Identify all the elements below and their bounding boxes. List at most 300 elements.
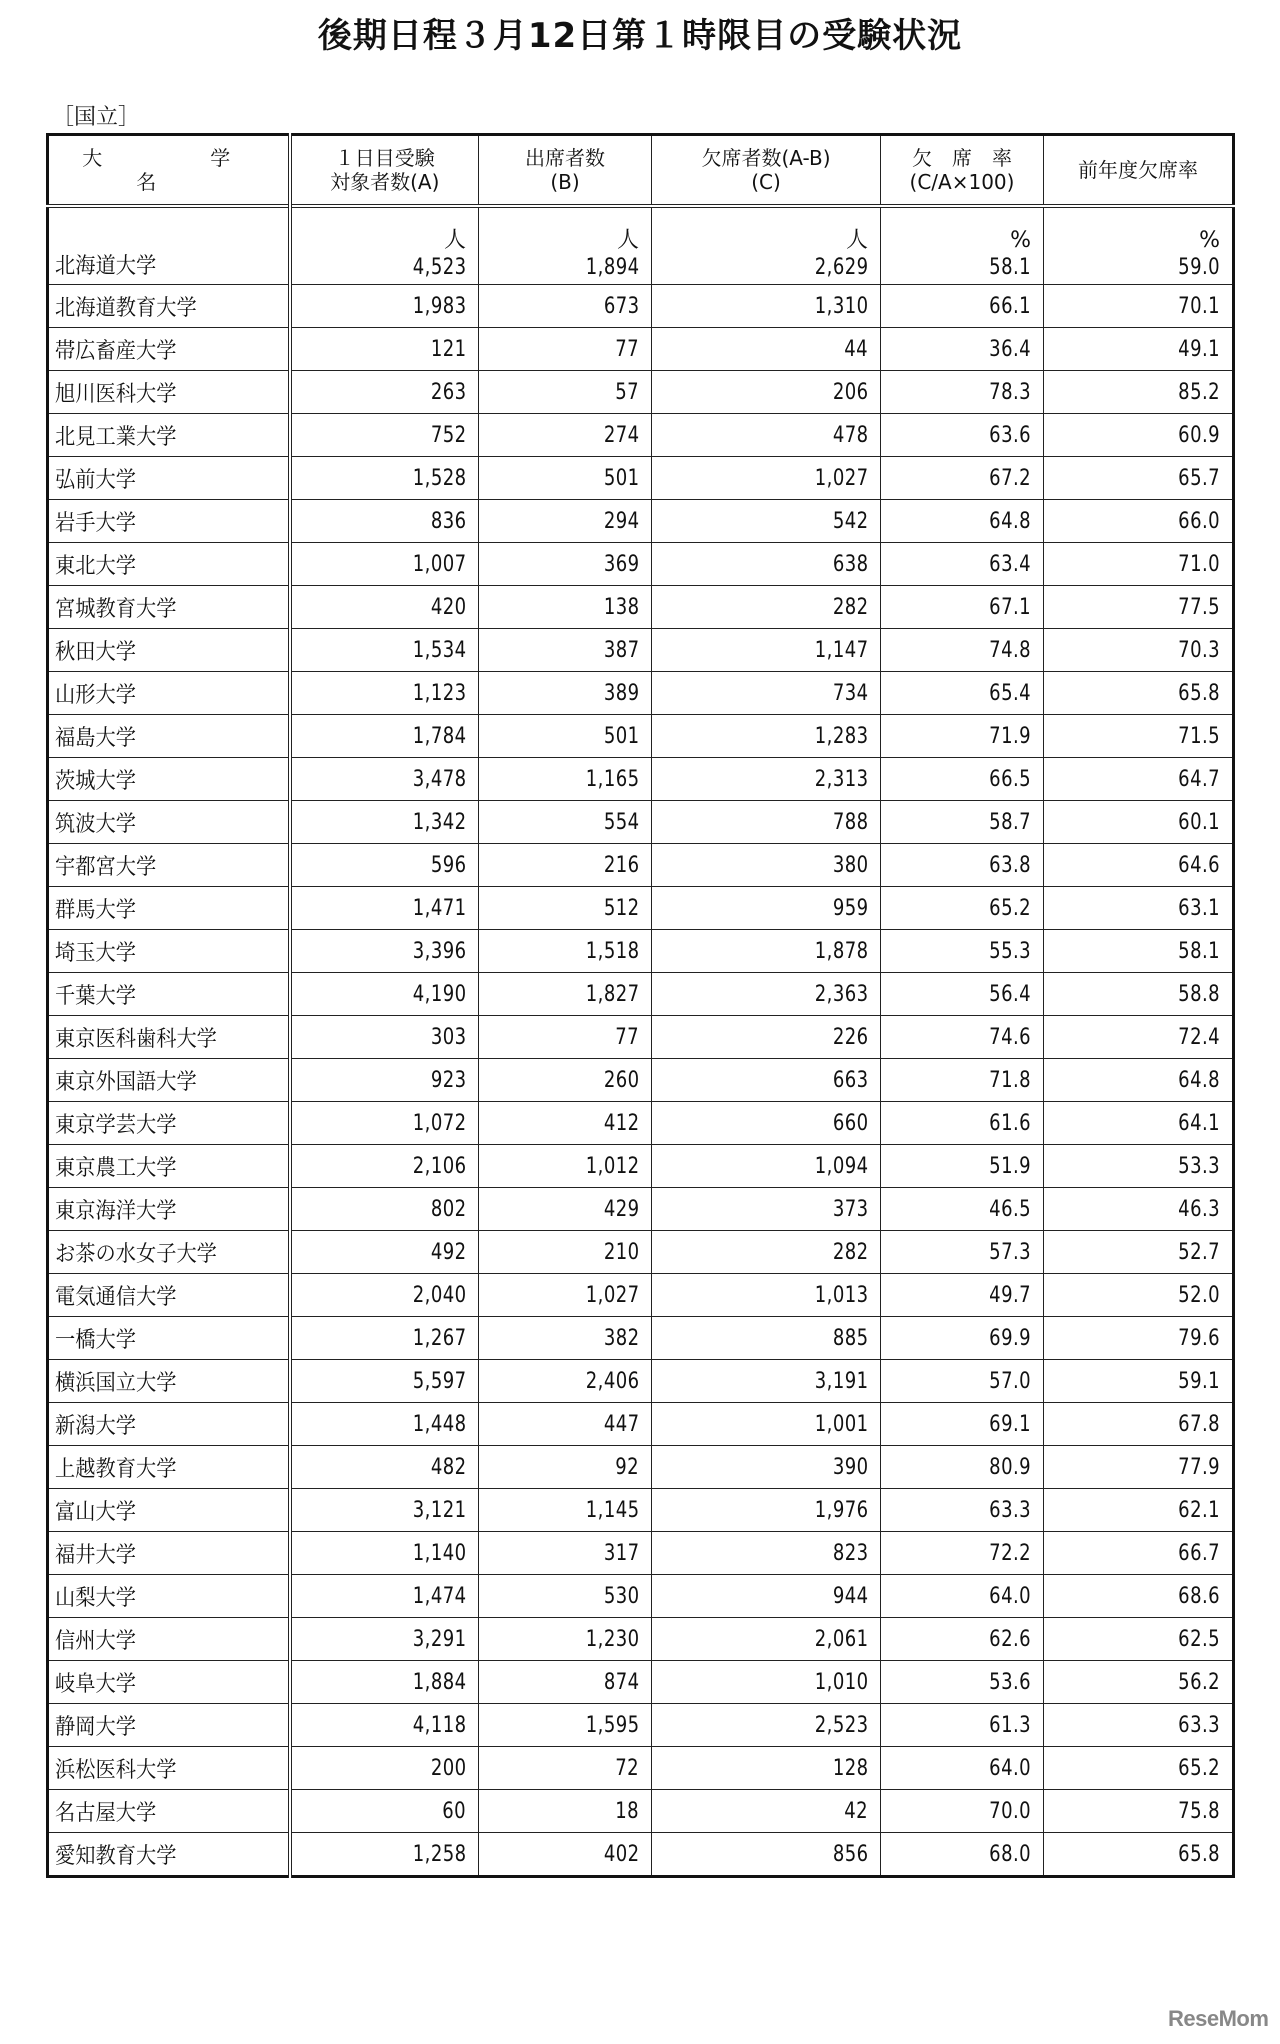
cell-target-count [290,206,479,285]
cell-value: 63.6 [989,422,1031,448]
cell-target-count [290,1489,479,1532]
cell-value: 52.7 [1178,1239,1220,1265]
cell-value: 85.2 [1178,379,1220,405]
header-target-count: １日目受験 対象者数(A) [290,135,479,207]
cell-name [48,801,290,844]
cell-value: 75.8 [1178,1798,1220,1824]
cell-value: 369 [603,551,639,577]
cell-attendees [479,1833,652,1877]
cell-value: 62.1 [1178,1497,1220,1523]
cell-absentees [652,1833,881,1877]
table-row [48,457,1234,500]
cell-absence-rate [881,586,1044,629]
cell-value: 216 [603,852,639,878]
cell-value: 260 [603,1067,639,1093]
cell-value: 61.3 [989,1712,1031,1738]
cell-absentees [652,1231,881,1274]
exam-status-table [46,133,1235,1878]
cell-target-count [290,1833,479,1877]
table-row [48,1704,1234,1747]
cell-absentees [652,1016,881,1059]
cell-target-count [290,1016,479,1059]
cell-value: 63.8 [989,852,1031,878]
unit-label: % [1010,228,1031,253]
cell-value: 57 [615,379,639,405]
cell-target-count [290,285,479,328]
table-body [48,206,1234,1877]
cell-absence-rate [881,1489,1044,1532]
cell-absentees [652,930,881,973]
cell-value: 77 [615,1024,639,1050]
cell-name [48,586,290,629]
cell-prev-year-rate [1044,1833,1234,1877]
cell-attendees [479,285,652,328]
table-row [48,801,1234,844]
table-row [48,715,1234,758]
cell-value: 387 [603,637,639,663]
cell-attendees [479,1188,652,1231]
cell-absentees [652,1489,881,1532]
university-name: 宇都宮大学 [55,854,157,880]
cell-value: 55.3 [989,938,1031,964]
cell-absentees [652,1618,881,1661]
cell-value: 530 [603,1583,639,1609]
cell-target-count [290,1102,479,1145]
cell-prev-year-rate [1044,206,1234,285]
cell-value: 63.3 [1178,1712,1220,1738]
cell-absence-rate [881,1661,1044,1704]
cell-value: 46.5 [989,1196,1031,1222]
university-name: 浜松医科大学 [55,1757,177,1783]
cell-target-count [290,887,479,930]
cell-value: 65.8 [1178,1841,1220,1867]
table-row [48,844,1234,887]
university-name: 電気通信大学 [55,1284,177,1310]
header-absentees: 欠席者数(A-B) (C) [652,135,881,207]
cell-value: 80.9 [989,1454,1031,1480]
cell-value: 412 [603,1110,639,1136]
cell-absentees [652,500,881,543]
cell-prev-year-rate [1044,758,1234,801]
cell-prev-year-rate [1044,672,1234,715]
cell-absentees [652,844,881,887]
cell-value: 42 [844,1798,868,1824]
cell-name [48,1274,290,1317]
cell-value: 60.1 [1178,809,1220,835]
university-name: 静岡大学 [55,1714,136,1740]
cell-absentees [652,1446,881,1489]
cell-name [48,629,290,672]
cell-value: 206 [832,379,868,405]
cell-value: 62.6 [989,1626,1031,1652]
cell-attendees [479,973,652,1016]
header-attendees: 出席者数 (B) [479,135,652,207]
cell-value: 885 [832,1325,868,1351]
cell-absentees [652,758,881,801]
cell-attendees [479,1661,652,1704]
cell-value: 46.3 [1178,1196,1220,1222]
unit-label: 人 [845,228,868,253]
cell-prev-year-rate [1044,1102,1234,1145]
cell-name [48,1618,290,1661]
cell-value: 63.3 [989,1497,1031,1523]
cell-value: 2,040 [412,1282,466,1308]
cell-absentees [652,1102,881,1145]
cell-name [48,1102,290,1145]
cell-attendees [479,1145,652,1188]
cell-absence-rate [881,457,1044,500]
cell-value: 1,283 [814,723,868,749]
cell-target-count [290,543,479,586]
cell-value: 56.2 [1178,1669,1220,1695]
cell-absence-rate [881,1704,1044,1747]
cell-absence-rate [881,758,1044,801]
cell-name [48,1145,290,1188]
header-absence-rate: 欠 席 率 (C/A×100) [881,135,1044,207]
cell-value: 4,523 [412,255,466,280]
cell-value: 2,523 [814,1712,868,1738]
cell-value: 66.1 [989,293,1031,319]
cell-target-count [290,1231,479,1274]
cell-name [48,1360,290,1403]
cell-value: 2,629 [814,255,868,280]
cell-absence-rate [881,973,1044,1016]
cell-value: 65.2 [989,895,1031,921]
cell-prev-year-rate [1044,1360,1234,1403]
cell-value: 71.9 [989,723,1031,749]
cell-target-count [290,1274,479,1317]
cell-absentees [652,206,881,285]
cell-value: 3,191 [814,1368,868,1394]
cell-value: 44 [844,336,868,362]
cell-absentees [652,1403,881,1446]
cell-value: 1,165 [585,766,639,792]
cell-value: 70.1 [1178,293,1220,319]
university-name: 北海道大学 [55,254,157,279]
cell-value: 263 [430,379,466,405]
university-name: 岩手大学 [55,510,136,536]
cell-absence-rate [881,801,1044,844]
cell-value: 78.3 [989,379,1031,405]
cell-name [48,1833,290,1877]
cell-value: 1,027 [585,1282,639,1308]
cell-target-count [290,1618,479,1661]
cell-value: 77.9 [1178,1454,1220,1480]
university-name: 秋田大学 [55,639,136,665]
university-name: 横浜国立大学 [55,1370,177,1396]
cell-target-count [290,414,479,457]
university-name: 山梨大学 [55,1585,136,1611]
cell-absentees [652,629,881,672]
cell-absence-rate [881,1102,1044,1145]
cell-value: 68.6 [1178,1583,1220,1609]
cell-absence-rate [881,1833,1044,1877]
cell-attendees [479,887,652,930]
cell-value: 959 [832,895,868,921]
cell-value: 60.9 [1178,422,1220,448]
cell-prev-year-rate [1044,1274,1234,1317]
cell-value: 282 [832,1239,868,1265]
cell-value: 788 [832,809,868,835]
cell-absence-rate [881,371,1044,414]
cell-attendees [479,1790,652,1833]
table-row [48,1532,1234,1575]
cell-value: 70.0 [989,1798,1031,1824]
cell-absence-rate [881,1532,1044,1575]
cell-attendees [479,629,652,672]
cell-absentees [652,1317,881,1360]
cell-value: 58.7 [989,809,1031,835]
cell-value: 294 [603,508,639,534]
cell-value: 1,258 [412,1841,466,1867]
cell-value: 1,267 [412,1325,466,1351]
page-title: 後期日程３月12日第１時限目の受験状況 [317,16,963,56]
cell-prev-year-rate [1044,1059,1234,1102]
cell-name [48,1059,290,1102]
cell-absentees [652,457,881,500]
cell-absence-rate [881,1360,1044,1403]
cell-value: 482 [430,1454,466,1480]
cell-prev-year-rate [1044,457,1234,500]
cell-value: 1,342 [412,809,466,835]
cell-value: 71.0 [1178,551,1220,577]
cell-value: 5,597 [412,1368,466,1394]
cell-value: 492 [430,1239,466,1265]
cell-absence-rate [881,1747,1044,1790]
cell-attendees [479,1747,652,1790]
cell-value: 59.0 [1178,255,1220,280]
cell-absence-rate [881,1403,1044,1446]
cell-attendees [479,1704,652,1747]
cell-absence-rate [881,1016,1044,1059]
university-name: 愛知教育大学 [55,1843,177,1869]
cell-target-count [290,973,479,1016]
cell-value: 65.8 [1178,680,1220,706]
cell-name [48,887,290,930]
cell-absence-rate [881,1188,1044,1231]
cell-prev-year-rate [1044,1016,1234,1059]
cell-value: 874 [603,1669,639,1695]
cell-target-count [290,629,479,672]
cell-value: 18 [615,1798,639,1824]
cell-value: 70.3 [1178,637,1220,663]
cell-value: 49.7 [989,1282,1031,1308]
cell-absentees [652,715,881,758]
cell-value: 128 [832,1755,868,1781]
cell-value: 71.5 [1178,723,1220,749]
cell-value: 67.1 [989,594,1031,620]
table-row [48,285,1234,328]
cell-value: 62.5 [1178,1626,1220,1652]
cell-value: 1,007 [412,551,466,577]
cell-absentees [652,1575,881,1618]
cell-value: 1,094 [814,1153,868,1179]
cell-prev-year-rate [1044,371,1234,414]
cell-value: 71.8 [989,1067,1031,1093]
cell-absence-rate [881,930,1044,973]
cell-absentees [652,414,881,457]
unit-label: % [1199,228,1220,253]
cell-target-count [290,1446,479,1489]
cell-value: 380 [832,852,868,878]
cell-value: 856 [832,1841,868,1867]
cell-name [48,672,290,715]
cell-prev-year-rate [1044,1661,1234,1704]
cell-value: 2,363 [814,981,868,1007]
cell-value: 59.1 [1178,1368,1220,1394]
cell-attendees [479,758,652,801]
cell-value: 2,406 [585,1368,639,1394]
table-row [48,1618,1234,1661]
table-row [48,1231,1234,1274]
university-name: 筑波大学 [55,811,136,837]
cell-attendees [479,543,652,586]
cell-name [48,1317,290,1360]
table-row [48,629,1234,672]
cell-value: 1,784 [412,723,466,749]
cell-value: 60 [442,1798,466,1824]
cell-name [48,1532,290,1575]
cell-value: 282 [832,594,868,620]
cell-value: 65.7 [1178,465,1220,491]
cell-value: 36.4 [989,336,1031,362]
table-row [48,1833,1234,1877]
cell-name [48,1403,290,1446]
cell-value: 58.8 [1178,981,1220,1007]
cell-name [48,414,290,457]
cell-value: 389 [603,680,639,706]
university-name: 福井大学 [55,1542,136,1568]
cell-value: 79.6 [1178,1325,1220,1351]
cell-attendees [479,500,652,543]
university-name: 東北大学 [55,553,136,579]
university-name: 群馬大学 [55,897,136,923]
cell-attendees [479,1575,652,1618]
cell-value: 69.1 [989,1411,1031,1437]
cell-absentees [652,285,881,328]
cell-value: 1,072 [412,1110,466,1136]
cell-name [48,328,290,371]
cell-attendees [479,586,652,629]
cell-target-count [290,586,479,629]
cell-value: 121 [430,336,466,362]
cell-prev-year-rate [1044,715,1234,758]
cell-prev-year-rate [1044,887,1234,930]
cell-absence-rate [881,414,1044,457]
cell-name [48,758,290,801]
cell-value: 72.2 [989,1540,1031,1566]
cell-target-count [290,1317,479,1360]
cell-value: 944 [832,1583,868,1609]
cell-value: 1,145 [585,1497,639,1523]
cell-name [48,1188,290,1231]
cell-absentees [652,801,881,844]
cell-attendees [479,371,652,414]
cell-value: 1,884 [412,1669,466,1695]
cell-absentees [652,887,881,930]
table-row [48,1790,1234,1833]
university-name: 富山大学 [55,1499,136,1525]
table-row [48,1360,1234,1403]
table-row [48,1575,1234,1618]
cell-value: 210 [603,1239,639,1265]
cell-absence-rate [881,629,1044,672]
university-name: 北見工業大学 [55,424,177,450]
cell-value: 4,190 [412,981,466,1007]
cell-prev-year-rate [1044,1704,1234,1747]
table-row [48,206,1234,285]
cell-attendees [479,1102,652,1145]
table-row [48,543,1234,586]
cell-absentees [652,672,881,715]
table-row [48,1747,1234,1790]
cell-attendees [479,672,652,715]
university-name: 信州大学 [55,1628,136,1654]
cell-absence-rate [881,844,1044,887]
cell-name [48,1489,290,1532]
cell-target-count [290,715,479,758]
cell-value: 4,118 [412,1712,466,1738]
cell-prev-year-rate [1044,629,1234,672]
cell-name [48,715,290,758]
university-name: 東京海洋大学 [55,1198,177,1224]
cell-name [48,206,290,285]
university-name: 北海道教育大学 [55,295,197,321]
table-row [48,371,1234,414]
cell-attendees [479,1489,652,1532]
cell-target-count [290,1532,479,1575]
cell-name [48,1747,290,1790]
cell-name [48,371,290,414]
cell-value: 802 [430,1196,466,1222]
cell-absence-rate [881,1231,1044,1274]
cell-value: 638 [832,551,868,577]
cell-value: 72.4 [1178,1024,1220,1050]
cell-absentees [652,586,881,629]
table-row [48,1102,1234,1145]
cell-value: 66.5 [989,766,1031,792]
cell-prev-year-rate [1044,1747,1234,1790]
university-name: 東京学芸大学 [55,1112,177,1138]
cell-value: 66.7 [1178,1540,1220,1566]
cell-attendees [479,1618,652,1661]
cell-value: 1,894 [585,255,639,280]
cell-value: 138 [603,594,639,620]
cell-target-count [290,328,479,371]
cell-value: 1,983 [412,293,466,319]
cell-target-count [290,930,479,973]
cell-value: 64.8 [989,508,1031,534]
cell-value: 1,147 [814,637,868,663]
cell-prev-year-rate [1044,1532,1234,1575]
cell-value: 61.6 [989,1110,1031,1136]
cell-absentees [652,1274,881,1317]
table-row [48,1145,1234,1188]
table-row [48,758,1234,801]
cell-attendees [479,414,652,457]
cell-value: 274 [603,422,639,448]
cell-value: 1,595 [585,1712,639,1738]
cell-value: 752 [430,422,466,448]
cell-absence-rate [881,500,1044,543]
cell-absence-rate [881,672,1044,715]
table-row [48,328,1234,371]
cell-value: 58.1 [989,255,1031,280]
cell-target-count [290,371,479,414]
cell-value: 734 [832,680,868,706]
unit-label: 人 [616,228,639,253]
cell-absentees [652,1790,881,1833]
